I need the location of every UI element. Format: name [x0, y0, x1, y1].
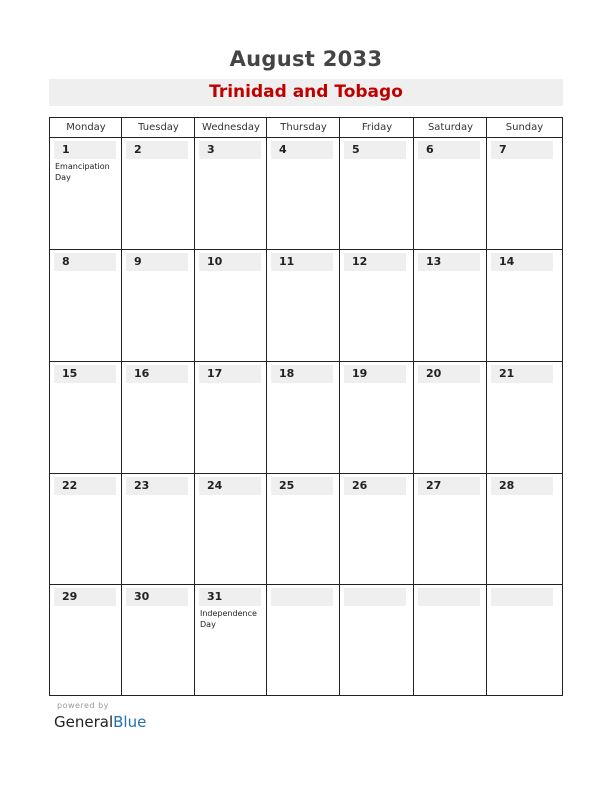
day-cell[interactable]	[50, 474, 122, 585]
day-cell[interactable]	[122, 474, 195, 585]
column-divider	[486, 362, 487, 474]
column-divider	[339, 474, 340, 585]
day-number: 12	[352, 255, 368, 268]
column-divider	[194, 250, 195, 362]
weekday-header-thursday: Thursday	[280, 122, 327, 133]
column-divider	[266, 362, 267, 474]
day-cell[interactable]	[487, 138, 562, 250]
day-cell[interactable]	[195, 474, 267, 585]
day-number-tag	[491, 588, 553, 606]
week-row	[50, 250, 562, 362]
header-divider	[194, 118, 195, 138]
brand-general-text: General	[54, 713, 114, 731]
day-cell[interactable]	[340, 250, 414, 362]
day-cell[interactable]	[487, 362, 562, 474]
day-number-tag	[344, 588, 406, 606]
column-divider	[266, 474, 267, 585]
column-divider	[486, 138, 487, 250]
day-cell[interactable]	[195, 362, 267, 474]
day-number: 15	[62, 367, 78, 380]
day-cell[interactable]	[414, 362, 487, 474]
header-divider	[486, 118, 487, 138]
day-cell[interactable]	[267, 585, 340, 695]
day-number: 8	[62, 255, 70, 268]
day-cell[interactable]	[414, 474, 487, 585]
day-cell[interactable]	[267, 474, 340, 585]
column-divider	[413, 362, 414, 474]
day-cell[interactable]	[414, 250, 487, 362]
day-cell[interactable]	[50, 362, 122, 474]
day-cell[interactable]	[195, 138, 267, 250]
weekday-header-monday: Monday	[66, 122, 106, 133]
day-number: 14	[499, 255, 515, 268]
day-cell[interactable]	[267, 138, 340, 250]
day-cell[interactable]	[267, 250, 340, 362]
day-cell[interactable]	[340, 474, 414, 585]
day-number: 4	[279, 143, 287, 156]
day-cell[interactable]	[50, 250, 122, 362]
week-row	[50, 138, 562, 250]
weekday-header-sunday: Sunday	[505, 122, 544, 133]
weekday-header-tuesday: Tuesday	[138, 122, 179, 133]
day-cell[interactable]	[122, 585, 195, 695]
day-cell[interactable]	[267, 362, 340, 474]
day-number: 17	[207, 367, 223, 380]
column-divider	[121, 250, 122, 362]
day-number: 20	[426, 367, 442, 380]
column-divider	[194, 474, 195, 585]
column-divider	[266, 250, 267, 362]
column-divider	[121, 585, 122, 695]
header-divider	[121, 118, 122, 138]
day-number: 5	[352, 143, 360, 156]
day-number: 30	[134, 590, 150, 603]
page-title: August 2033	[229, 47, 383, 71]
day-number: 1	[62, 143, 70, 156]
column-divider	[194, 585, 195, 695]
day-cell[interactable]	[122, 138, 195, 250]
column-divider	[486, 474, 487, 585]
day-number: 23	[134, 479, 150, 492]
day-number: 21	[499, 367, 515, 380]
column-divider	[413, 474, 414, 585]
day-number: 31	[207, 590, 223, 603]
column-divider	[413, 585, 414, 695]
day-cell[interactable]	[340, 585, 414, 695]
week-row	[50, 585, 562, 695]
day-cell[interactable]	[414, 585, 487, 695]
column-divider	[121, 362, 122, 474]
day-number: 7	[499, 143, 507, 156]
day-cell[interactable]	[340, 138, 414, 250]
day-number: 6	[426, 143, 434, 156]
brand-blue-text: Blue	[113, 713, 147, 731]
column-divider	[486, 585, 487, 695]
weekday-header-row	[50, 118, 562, 138]
day-number: 9	[134, 255, 142, 268]
day-number-tag	[271, 588, 333, 606]
column-divider	[339, 250, 340, 362]
day-cell[interactable]	[487, 250, 562, 362]
day-number: 2	[134, 143, 142, 156]
day-number: 27	[426, 479, 442, 492]
weekday-header-saturday: Saturday	[427, 122, 474, 133]
day-number: 25	[279, 479, 295, 492]
day-cell[interactable]	[122, 362, 195, 474]
day-number: 3	[207, 143, 215, 156]
day-number: 28	[499, 479, 515, 492]
day-number: 19	[352, 367, 368, 380]
day-number: 26	[352, 479, 368, 492]
week-row	[50, 362, 562, 474]
day-number: 13	[426, 255, 442, 268]
column-divider	[266, 585, 267, 695]
holiday-label: Independence Day	[200, 609, 257, 629]
day-cell[interactable]	[487, 474, 562, 585]
day-number: 29	[62, 590, 78, 603]
column-divider	[413, 138, 414, 250]
holiday-label: Emancipation Day	[55, 162, 110, 182]
column-divider	[339, 585, 340, 695]
day-cell[interactable]	[414, 138, 487, 250]
day-cell[interactable]	[195, 250, 267, 362]
weekday-header-friday: Friday	[361, 122, 393, 133]
powered-by-label: powered by	[57, 701, 109, 710]
day-cell[interactable]	[340, 362, 414, 474]
column-divider	[266, 138, 267, 250]
day-cell[interactable]	[195, 585, 267, 695]
day-number: 11	[279, 255, 295, 268]
column-divider	[486, 250, 487, 362]
column-divider	[194, 138, 195, 250]
column-divider	[339, 362, 340, 474]
day-cell[interactable]	[122, 250, 195, 362]
column-divider	[121, 474, 122, 585]
day-cell[interactable]	[50, 138, 122, 250]
column-divider	[194, 362, 195, 474]
header-divider	[266, 118, 267, 138]
header-divider	[339, 118, 340, 138]
day-cell[interactable]	[50, 585, 122, 695]
column-divider	[121, 138, 122, 250]
day-number-tag	[418, 588, 480, 606]
column-divider	[413, 250, 414, 362]
weekday-header-wednesday: Wednesday	[202, 122, 260, 133]
day-number: 18	[279, 367, 295, 380]
day-number: 24	[207, 479, 223, 492]
day-cell[interactable]	[487, 585, 562, 695]
header-divider	[413, 118, 414, 138]
calendar-grid	[49, 117, 563, 696]
column-divider	[339, 138, 340, 250]
generalblue-logo[interactable]	[54, 713, 146, 731]
day-number: 22	[62, 479, 78, 492]
day-number: 16	[134, 367, 150, 380]
country-banner: Trinidad and Tobago	[49, 79, 563, 106]
day-number: 10	[207, 255, 223, 268]
week-row	[50, 474, 562, 585]
